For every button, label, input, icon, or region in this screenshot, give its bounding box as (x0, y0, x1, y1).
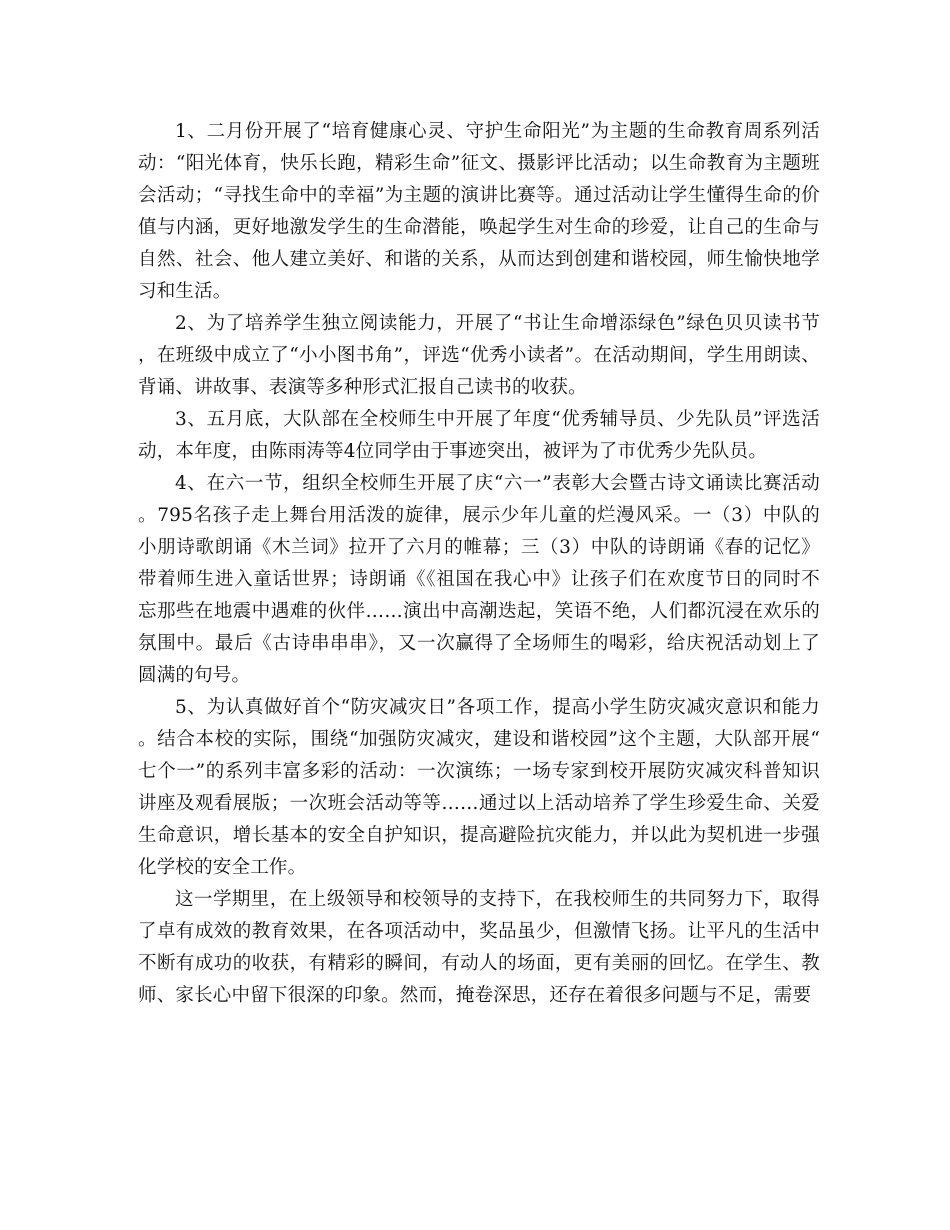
paragraph-4-childrens-day-recital: 4、在六一节，组织全校师生开展了庆“六一”表彰大会暨古诗文诵读比赛活动。795名孩子走上舞台用活泼的旋律，展示少年儿童的烂漫风采。一（3）中队的小朋诗歌朗诵《木兰词》拉开了六月的帷幕；三（3）中队的诗朗诵《春的记忆》带着师生进入童话世界；诗朗诵《《祖国在我心中》让孩子们在欢度节日的同时不忘那些在地震中遇难的伙伴……演出中高潮迭起，笑语不绝，人们都沉浸在欢乐的氛围中。最后《古诗串串串》，又一次赢得了全场师生的喝彩，给庆祝活动划上了圆满的句号。 (138, 473, 820, 686)
paragraph-5-disaster-prevention-day: 5、为认真做好首个“防灾减灾日”各项工作，提高小学生防灾减灾意识和能力。结合本校的实际，围绕“加强防灾减灾，建设和谐校园”这个主题，大队部开展“七个一”的系列丰富多彩的活动：一次演练；一场专家到校开展防灾减灾科普知识讲座及观看展版；一次班会活动等等……通过以上活动培养了学生珍爱生命、关爱生命意识，增长基本的安全自护知识，提高避险抗灾能力，并以此为契机进一步强化学校的安全工作。 (138, 697, 820, 878)
paragraph-6-semester-summary: 这一学期里，在上级领导和校领导的支持下，在我校师生的共同努力下，取得了卓有成效的教育效果，在各项活动中，奖品虽少，但激情飞扬。让平凡的生活中不断有成功的收获，有精彩的瞬间，有动人的场面，更有美丽的回忆。在学生、教师、家长心中留下很深的印象。然而，掩卷深思，还存在着很多问题与不足，需要 (138, 889, 820, 1006)
document-body (138, 116, 820, 1012)
paragraph-2-reading-festival: 2、为了培养学生独立阅读能力，开展了“书让生命增添绿色”绿色贝贝读书节，在班级中成立了“小小图书角”，评选“优秀小读者”。在活动期间，学生用朗读、背诵、讲故事、表演等多种形式汇报自己读书的收获。 (138, 313, 820, 398)
paragraph-3-outstanding-counselor-selection: 3、五月底，大队部在全校师生中开展了年度“优秀辅导员、少先队员”评选活动，本年度，由陈雨涛等4位同学由于事迹突出，被评为了市优秀少先队员。 (138, 409, 820, 462)
paragraph-1-spring-life-education-week: 1、二月份开展了“培育健康心灵、守护生命阳光”为主题的生命教育周系列活动：“阳光体育，快乐长跑，精彩生命”征文、摄影评比活动；以生命教育为主题班会活动；“寻找生命中的幸福”为主题的演讲比赛等。通过活动让学生懂得生命的价值与内涵，更好地激发学生的生命潜能，唤起学生对生命的珍爱，让自己的生命与自然、社会、他人建立美好、和谐的关系，从而达到创建和谐校园，师生愉快地学习和生活。 (138, 121, 820, 302)
